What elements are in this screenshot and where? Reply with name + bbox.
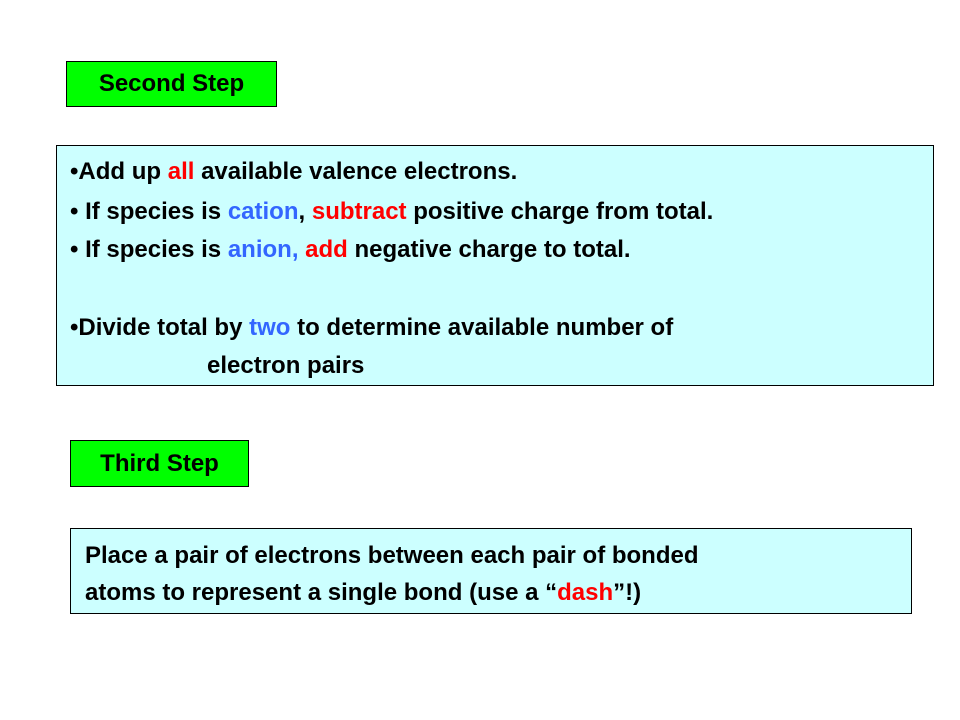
second-step-label-text: Second Step xyxy=(98,70,245,97)
highlight-subtract: subtract xyxy=(311,198,407,225)
text: atoms to represent a single bond (use a “ xyxy=(85,579,558,606)
third-step-content xyxy=(70,528,912,614)
text: negative charge to total. xyxy=(347,236,631,263)
text: •Add up xyxy=(70,158,168,185)
line-electron-pairs xyxy=(207,354,364,378)
line-divide xyxy=(70,316,673,340)
text: ”!) xyxy=(613,579,642,606)
highlight-two: two xyxy=(249,314,291,341)
text: to determine available number of xyxy=(290,314,674,341)
second-step-content xyxy=(56,145,934,386)
text: Place a pair of electrons between each pair of bonded xyxy=(85,542,699,569)
line-anion xyxy=(70,238,631,262)
text: • If species is xyxy=(70,236,228,263)
text: , xyxy=(298,198,312,225)
text: • If species is xyxy=(70,198,228,225)
text: electron pairs xyxy=(207,352,365,379)
second-step-label xyxy=(66,61,277,107)
text: •Divide total by xyxy=(70,314,250,341)
third-step-label-text: Third Step xyxy=(100,449,219,477)
third-step-label xyxy=(70,440,249,487)
line-single-bond xyxy=(85,581,641,605)
highlight-add: add xyxy=(305,236,348,263)
highlight-dash: dash xyxy=(557,579,614,606)
text: positive charge from total. xyxy=(406,198,714,225)
highlight-cation: cation xyxy=(227,198,299,225)
line-place-pair xyxy=(85,544,699,568)
highlight-anion: anion, xyxy=(227,236,299,263)
line-add-up xyxy=(70,160,517,184)
line-cation xyxy=(70,200,713,224)
text: available valence electrons. xyxy=(194,158,518,185)
highlight-all: all xyxy=(167,158,195,185)
